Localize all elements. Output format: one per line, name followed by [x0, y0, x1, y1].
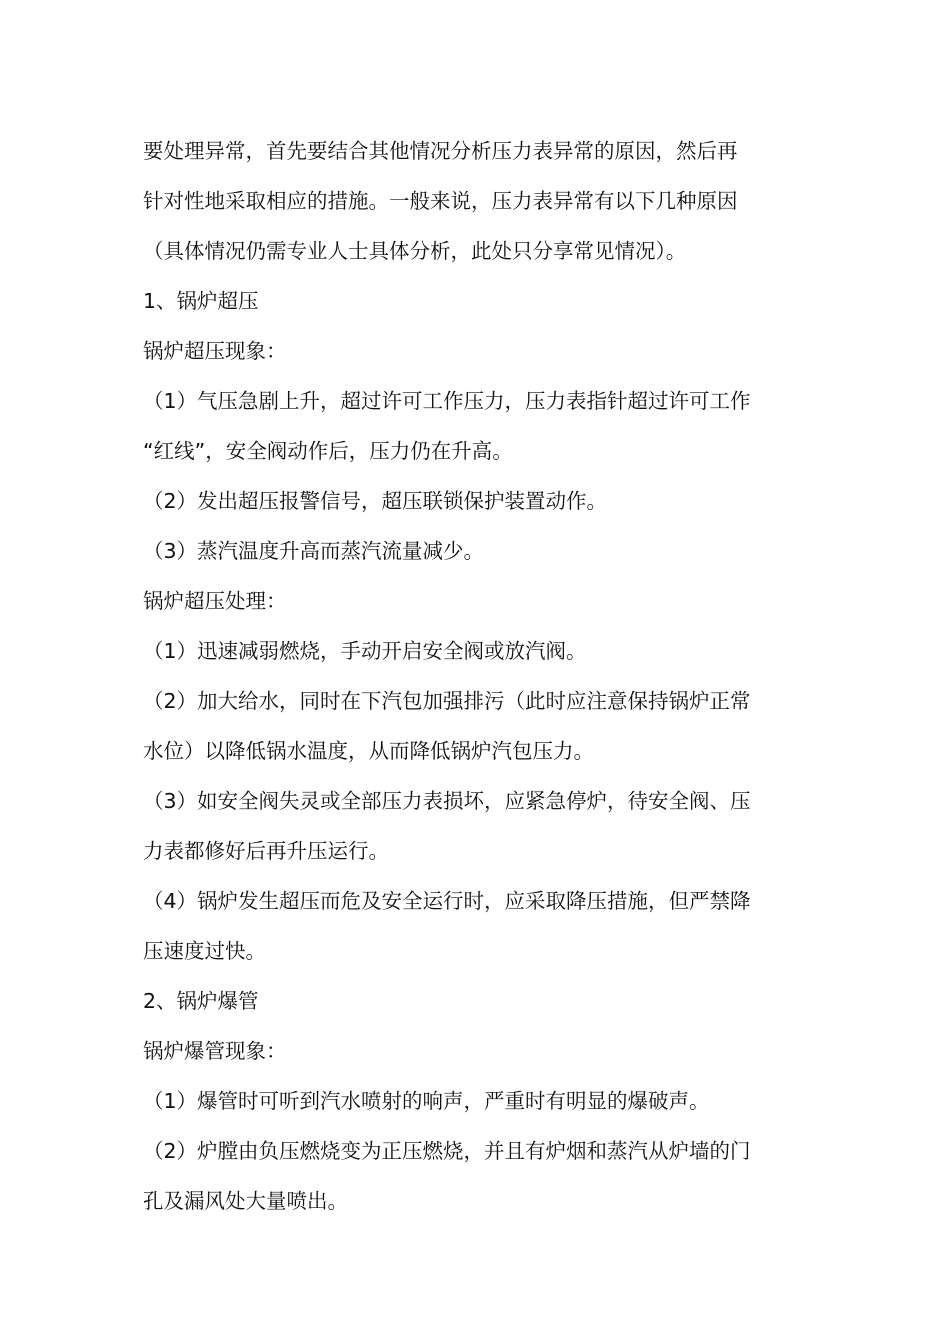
document-body [143, 126, 811, 1226]
list-item: （1）迅速减弱燃烧，手动开启安全阀或放汽阀。 [143, 639, 587, 663]
section-heading-boiler-tube-burst: 2、锅炉爆管 [143, 989, 259, 1013]
paragraph-line: （具体情况仍需专业人士具体分析，此处只分享常见情况）。 [143, 239, 687, 263]
list-item-continuation: 力表都修好后再升压运行。 [143, 839, 389, 863]
list-item: （2）炉膛由负压燃烧变为正压燃烧，并且有炉烟和蒸汽从炉墙的门 [143, 1139, 751, 1163]
subheading-overpressure-symptoms: 锅炉超压现象： [143, 339, 287, 363]
list-item: （1）爆管时可听到汽水喷射的响声，严重时有明显的爆破声。 [143, 1089, 710, 1113]
list-item: （3）如安全阀失灵或全部压力表损坏，应紧急停炉，待安全阀、压 [143, 789, 751, 813]
list-item-continuation: 孔及漏风处大量喷出。 [143, 1189, 348, 1213]
list-item: （2）发出超压报警信号，超压联锁保护装置动作。 [143, 489, 608, 513]
list-item: （2）加大给水，同时在下汽包加强排污（此时应注意保持锅炉正常 [143, 689, 751, 713]
list-item-continuation: “红线”，安全阀动作后，压力仍在升高。 [143, 439, 513, 463]
list-item-continuation: 压速度过快。 [143, 939, 266, 963]
list-item: （4）锅炉发生超压而危及安全运行时，应采取降压措施，但严禁降 [143, 889, 751, 913]
list-item: （1）气压急剧上升，超过许可工作压力，压力表指针超过许可工作 [143, 389, 751, 413]
list-item: （3）蒸汽温度升高而蒸汽流量减少。 [143, 539, 485, 563]
paragraph-line: 要处理异常，首先要结合其他情况分析压力表异常的原因，然后再 [143, 139, 738, 163]
section-heading-boiler-overpressure: 1、锅炉超压 [143, 289, 259, 313]
paragraph-line: 针对性地采取相应的措施。一般来说，压力表异常有以下几种原因 [143, 189, 738, 213]
subheading-overpressure-handling: 锅炉超压处理： [143, 589, 287, 613]
subheading-tube-burst-symptoms: 锅炉爆管现象： [143, 1039, 287, 1063]
list-item-continuation: 水位）以降低锅水温度，从而降低锅炉汽包压力。 [143, 739, 594, 763]
